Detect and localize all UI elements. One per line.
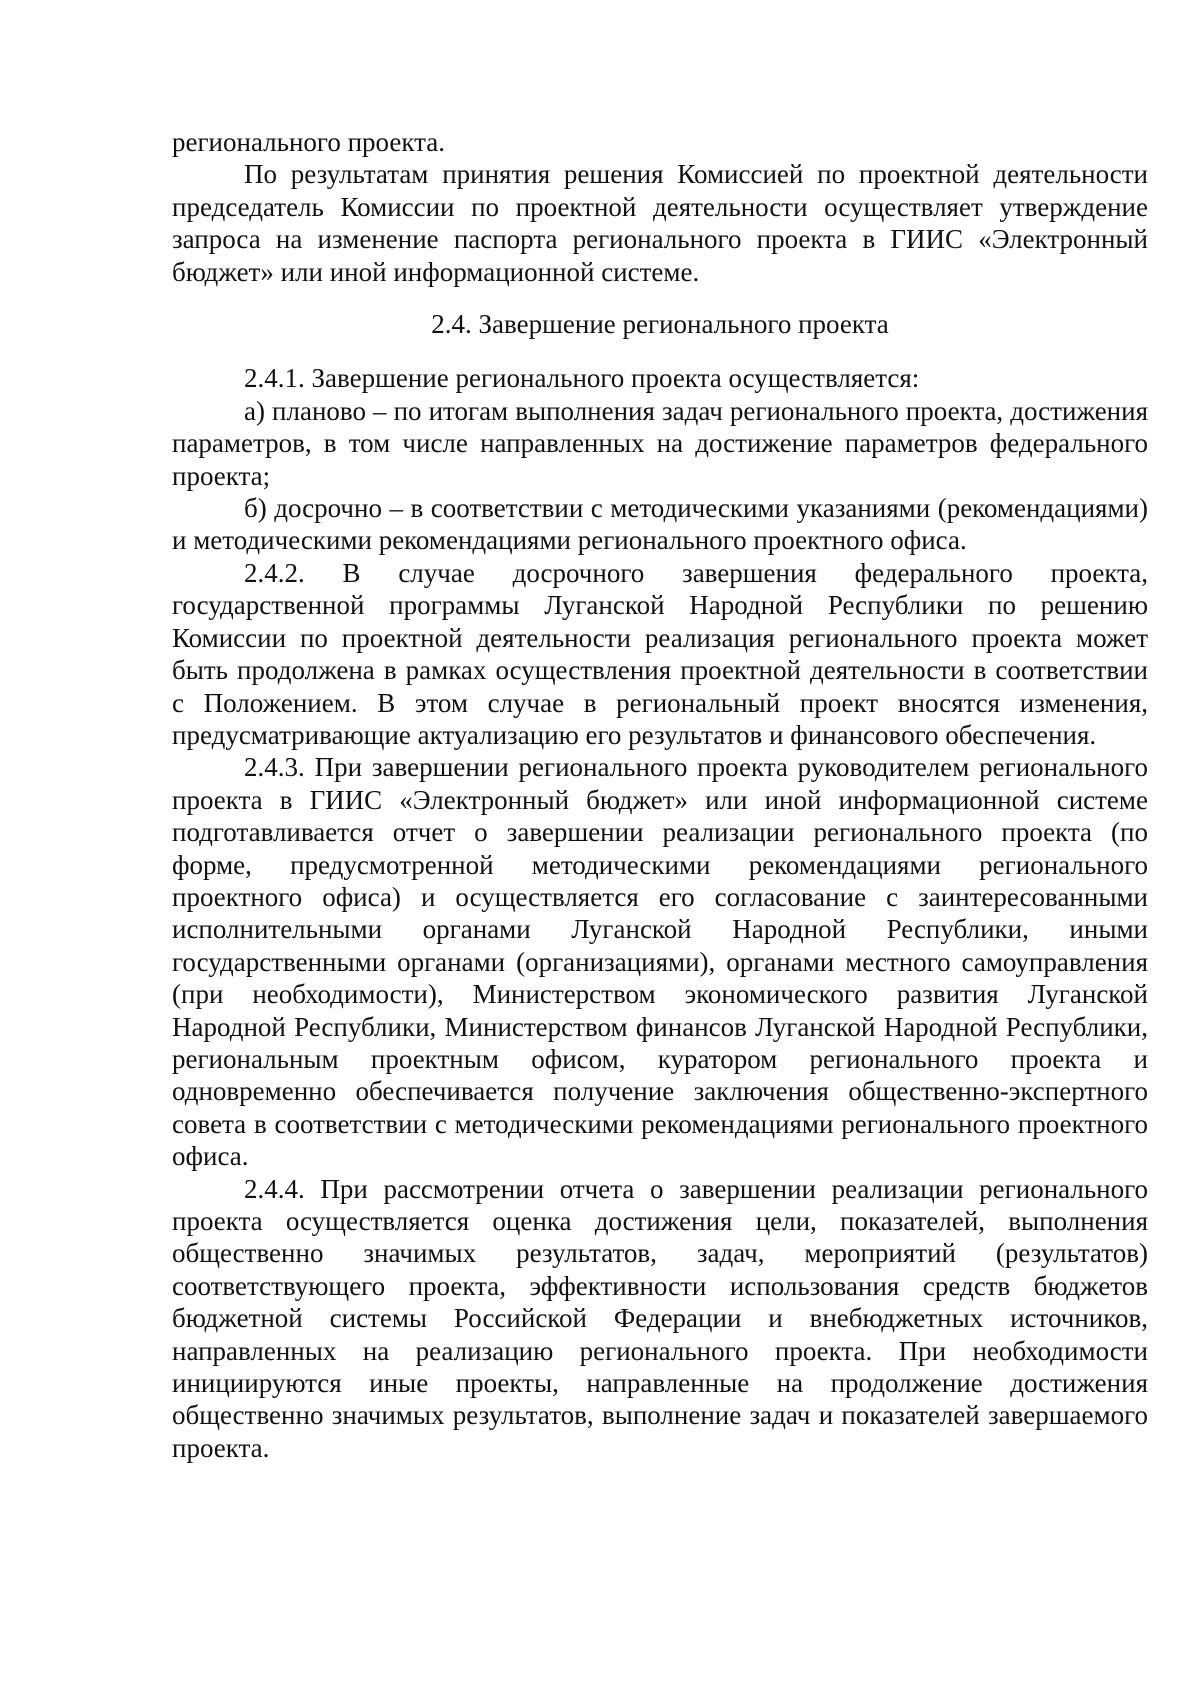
paragraph-2-4-1-b: б) досрочно – в соответствии с методическими указаниями (рекомендациями) и методическими рекомендациями регионального проектного офиса.	[172, 493, 1148, 556]
paragraph-2-4-2: 2.4.2. В случае досрочного завершения федерального проекта, государственной программы Луганской Народной Республики по решению Комиссии по проектной деятельности реализация регионального проекта может быть продолжена в рамках осуществления проектной деятельности в соответствии с Положением. В этом случае в региональный проект вносятся изменения, предусматривающие актуализацию его результатов и финансового обеспечения.	[172, 557, 1148, 750]
paragraph-continuation: регионального проекта.	[172, 127, 445, 157]
paragraph-2-4-4: 2.4.4. При рассмотрении отчета о завершении реализации регионального проекта осуществляется оценка достижения цели, показателей, выполнения общественно значимых результатов, задач, мероприятий (результатов) соответствующего проекта, эффективности использования средств бюджетов бюджетной системы Российской Федерации и внебюджетных источников, направленных на реализацию регионального проекта. При необходимости инициируются иные проекты, направленные на продолжение достижения общественно значимых результатов, выполнение задач и показателей завершаемого проекта.	[172, 1173, 1148, 1463]
paragraph-commission-approval: По результатам принятия решения Комиссией по проектной деятельности председатель Комиссии по проектной деятельности осуществляет утверждение запроса на изменение паспорта регионального проекта в ГИИС «Электронный бюджет» или иной информационной системе.	[172, 159, 1148, 287]
paragraph-2-4-1: 2.4.1. Завершение регионального проекта осуществляется:	[244, 363, 920, 394]
paragraph-2-4-1-a: а) планово – по итогам выполнения задач регионального проекта, достижения параметров, в том числе направленных на достижение параметров федерального проекта;	[172, 395, 1148, 491]
document-body	[172, 126, 1148, 1464]
paragraph-2-4-3: 2.4.3. При завершении регионального проекта руководителем регионального проекта в ГИИС «Электронный бюджет» или иной информационной системе подготавливается отчет о завершении реализации регионального проекта (по форме, предусмотренной методическими рекомендациями регионального проектного офиса) и осуществляется его согласование с заинтересованными исполнительными органами Луганской Народной Республики, иными государственными органами (организациями), органами местного самоуправления (при необходимости), Министерством экономического развития Луганской Народной Республики, Министерством финансов Луганской Народной Республики, региональным проектным офисом, куратором регионального проекта и одновременно обеспечивается получение заключения общественно-экспертного совета в соответствии с методическими рекомендациями регионального проектного офиса.	[172, 752, 1148, 1172]
section-heading: 2.4. Завершение регионального проекта	[431, 309, 889, 340]
